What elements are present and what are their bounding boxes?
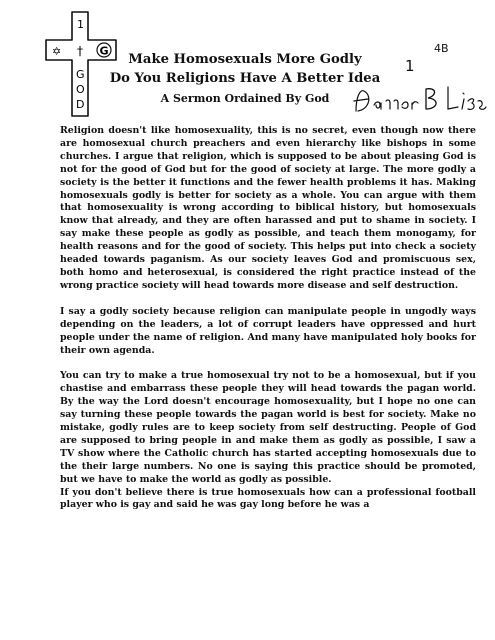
star-of-david-icon: ✡ bbox=[52, 45, 62, 58]
paragraph: I say a godly society because religion can manipulate people in ungodly ways depending on the leaders, a lot of corrupt leaders have oppressed and hurt people under the name of religion. And many have manipulated holy books for their own agenda. bbox=[60, 305, 476, 356]
title-line-2: Do You Religions Have A Better Idea bbox=[109, 71, 381, 86]
page-number: 1 bbox=[405, 57, 415, 75]
page-code: 4B bbox=[434, 42, 449, 55]
paragraph: Religion doesn't like homosexuality, this is no secret, even though now there are homosexual church preachers and even hierarchy like bishops in some churches. I argue that religion, which is supposed to be about pleasing God is not for the good of God but for the good of society at large. The more godly a society is the better it functions and the fewer health problems it has. Making homosexuals godly is better for society as a whole. You can argue with them that homosexuality is wrong according to biblical history, but homosexuals know that already, and they are often harassed and put to shame in society. I say make these people as godly as possible, and teach them monogamy, for health reasons and for the good of society. This helps put into check a society headed towards paganism. As our society leaves God and promiscuous sex, both homo and heterosexual, is considered the right practice instead of the wrong practice society will head towards more disease and self destruction. bbox=[60, 125, 476, 291]
subtitle: A Sermon Ordained By God bbox=[160, 92, 330, 105]
cross-number: 1 bbox=[77, 18, 84, 31]
title-line-1: Make Homosexuals More Godly bbox=[128, 52, 362, 67]
paragraph: You can try to make a true homosexual try not to be a homosexual, but if you chastise and embarrass these people they will head towards the pagan world. By the way the Lord doesn't encourage homosexuality, but I hope no one can say turning these people towards the pagan world is best for society. Make no mistake, godly rules are to keep society from self destructing. People of God are supposed to bring people in and make them as godly as possible, I saw a TV show where the Catholic church has started accepting homosexuals due to the their large numbers. No one is saying this practice should be promoted, but we have to make the world as godly as possible. bbox=[60, 370, 476, 485]
circled-g-mark: G bbox=[99, 44, 109, 58]
cross-letter-d: D bbox=[76, 98, 85, 111]
sermon-body bbox=[60, 125, 476, 525]
cross-letter-g: G bbox=[76, 68, 85, 81]
cross-dagger: † bbox=[77, 44, 83, 58]
cross-letter-o: O bbox=[76, 83, 85, 96]
signature-image bbox=[350, 83, 490, 119]
paragraph: If you don't believe there is true homosexuals how can a professional football player who is gay and said he was gay long before he was a bbox=[60, 486, 476, 511]
